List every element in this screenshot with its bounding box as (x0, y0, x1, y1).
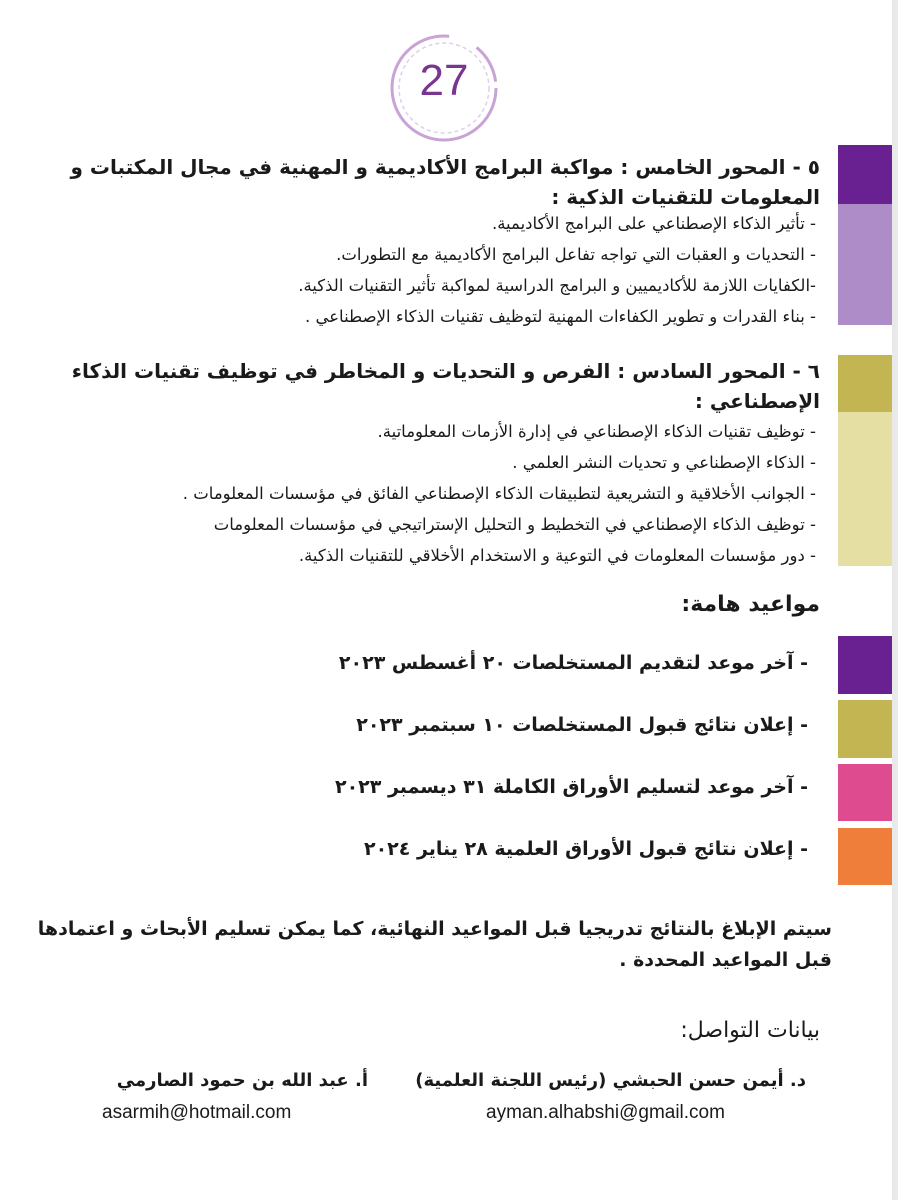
contact-email-2[interactable]: asarmih@hotmail.com (102, 1102, 292, 1123)
bar-axis5-light (838, 204, 892, 325)
date-item: - آخر موعد لتقديم المستخلصات ٢٠ أغسطس ٢٠٢٣ (338, 652, 808, 674)
date-item: - إعلان نتائج قبول الأوراق العلمية ٢٨ يناير ٢٠٢٤ (363, 838, 808, 860)
list-item: -الكفايات اللازمة للأكاديميين و البرامج الدراسية لمواكبة تأثير التقنيات الذكية. (298, 276, 816, 295)
list-item: - دور مؤسسات المعلومات في التوعية و الاستخدام الأخلاقي للتقنيات الذكية. (298, 546, 816, 565)
list-item: - توظيف الذكاء الإصطناعي في التخطيط و التحليل الإستراتيجي في مؤسسات المعلومات (213, 515, 816, 534)
date-item: - إعلان نتائج قبول المستخلصات ١٠ سبتمبر ٢٠٢٣ (356, 714, 808, 736)
page-edge (892, 0, 898, 1200)
list-item: - بناء القدرات و تطوير الكفاءات المهنية لتوظيف تقنيات الذكاء الإصطناعي . (304, 307, 816, 326)
bar-date-4 (838, 828, 892, 885)
contact-name-1: د. أيمن حسن الحبشي (رئيس اللجنة العلمية) (415, 1070, 806, 1091)
bar-date-1 (838, 636, 892, 694)
bar-date-2 (838, 700, 892, 758)
dates-title: مواعيد هامة: (681, 592, 820, 617)
list-item: - الذكاء الإصطناعي و تحديات النشر العلمي . (512, 453, 816, 472)
bar-date-3 (838, 764, 892, 821)
axis5-heading: ٥ - المحور الخامس : مواكبة البرامج الأكاديمية و المهنية في مجال المكتبات و المعلومات للتقنيات الذكية : (70, 155, 820, 209)
axis5-list (56, 208, 816, 332)
conference-logo (382, 26, 506, 150)
list-item: - توظيف تقنيات الذكاء الإصطناعي في إدارة الأزمات المعلوماتية. (377, 422, 816, 441)
bar-axis6-light (838, 412, 892, 566)
axis6-list (56, 416, 816, 571)
results-note: سيتم الإبلاغ بالنتائج تدريجيا قبل المواعيد النهائية، كما يمكن تسليم الأبحاث و اعتمادها قبل المواعيد المحددة . (37, 918, 832, 971)
list-item: - تأثير الذكاء الإصطناعي على البرامج الأكاديمية. (491, 214, 816, 233)
contact-name-2: أ. عبد الله بن حمود الصارمي (116, 1070, 368, 1091)
bar-axis5-dark (838, 145, 892, 204)
list-item: - التحديات و العقبات التي تواجه تفاعل البرامج الأكاديمية مع التطورات. (336, 245, 816, 264)
contact-title: بيانات التواصل: (680, 1018, 820, 1043)
list-item: - الجوانب الأخلاقية و التشريعية لتطبيقات الذكاء الإصطناعي الفائق في مؤسسات المعلومات . (182, 484, 816, 503)
bar-axis6-dark (838, 355, 892, 412)
date-item: - آخر موعد لتسليم الأوراق الكاملة ٣١ ديسمبر ٢٠٢٣ (334, 776, 808, 798)
logo-number: 27 (419, 56, 469, 105)
contact-email-1[interactable]: ayman.alhabshi@gmail.com (486, 1102, 725, 1123)
axis6-heading: ٦ - المحور السادس : الفرص و التحديات و المخاطر في توظيف تقنيات الذكاء الإصطناعي : (71, 359, 820, 413)
